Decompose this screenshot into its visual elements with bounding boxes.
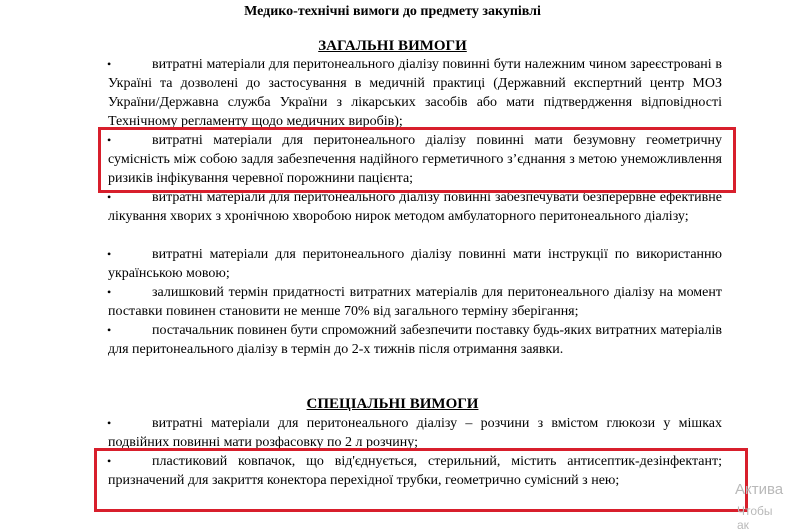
list-item: постачальник повинен бути спроможний забезпечити поставку будь-яких витратних матеріалів для перитонеального діалізу в термін до 2-х тижнів після отримання заявки. bbox=[108, 323, 722, 357]
list-item: витратні матеріали для перитонеального діалізу повинні бути належним чином зареєстровані в Україні та дозволені до застосування в медичній практиці (Державний експертний центр МОЗ України/Державна служба України з лікарських засобів або мати підтвердження відповідності Технічному регламенту щодо медичних виробів); bbox=[108, 57, 722, 129]
list-item: залишковий термін придатності витратних матеріалів для перитонеального діалізу на момент поставки повинен становити не менше 70% від загального терміну зберігання; bbox=[108, 285, 722, 319]
activation-watermark-title: Актива bbox=[735, 481, 784, 498]
bullet-icon: • bbox=[107, 133, 112, 147]
list-item: витратні матеріали для перитонеального діалізу повинні мати безумовну геометричну сумісність між собою задля забезпечення надійного герметичного з’єднання з метою унеможливлення ризиків інфікування черевної порожнини пацієнта; bbox=[108, 133, 722, 186]
bullet-icon: • bbox=[107, 57, 112, 71]
list-item: витратні матеріали для перитонеального діалізу повинні забезпечувати безперервне ефективне лікування хворих з хронічною хворобою нирок методом амбулаторного перитонеального діалізу; bbox=[108, 190, 722, 224]
highlight-box bbox=[94, 448, 748, 512]
section-heading-special: СПЕЦІАЛЬНІ ВИМОГИ bbox=[306, 396, 479, 412]
bullet-icon: • bbox=[107, 454, 112, 468]
bullet-icon: • bbox=[107, 247, 112, 261]
bullet-icon: • bbox=[107, 323, 112, 337]
document-title: Медико-технічні вимоги до предмету закупівлі bbox=[244, 4, 541, 19]
bullet-icon: • bbox=[107, 285, 112, 299]
bullet-icon: • bbox=[107, 416, 112, 430]
list-item: витратні матеріали для перитонеального діалізу – розчини з вмістом глюкози у мішках подвійних повинні мати розфасовку по 2 л розчину; bbox=[108, 416, 722, 450]
section-heading-general: ЗАГАЛЬНІ ВИМОГИ bbox=[318, 38, 467, 54]
list-item: витратні матеріали для перитонеального діалізу повинні мати інструкції по використанню українською мовою; bbox=[108, 247, 722, 281]
bullet-icon: • bbox=[107, 190, 112, 204]
list-item: пластиковий ковпачок, що від'єднується, стерильний, містить антисептик-дезінфектант; призначений для закриття конектора перехідної трубки, геометрично сумісний з нею; bbox=[108, 454, 722, 488]
highlight-box bbox=[98, 127, 736, 193]
activation-watermark-text: Чтобы ак bbox=[737, 504, 773, 532]
